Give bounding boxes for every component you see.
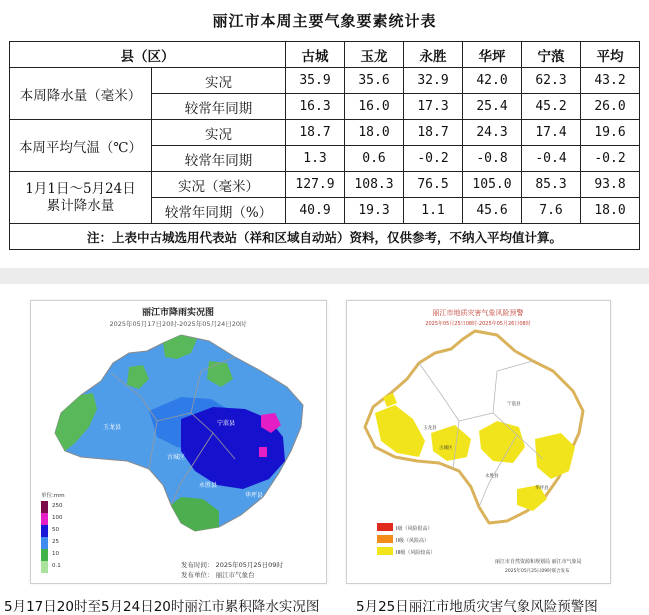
table-cell: 85.3 bbox=[522, 172, 581, 198]
section-divider bbox=[0, 268, 649, 284]
place-label: 宁蒗县 bbox=[507, 402, 521, 407]
category-label: 本周降水量（毫米） bbox=[10, 68, 152, 120]
legend-label: 0.1 bbox=[52, 563, 61, 569]
legend-swatch bbox=[377, 535, 393, 543]
table-cell: 1.3 bbox=[286, 146, 345, 172]
table-cell: 32.9 bbox=[404, 68, 463, 94]
column-header: 玉龙 bbox=[345, 42, 404, 68]
legend-label: III级（风险较高） bbox=[396, 550, 436, 556]
legend-label: 10 bbox=[52, 551, 59, 557]
table-cell: 1.1 bbox=[404, 198, 463, 224]
rain-map bbox=[31, 301, 326, 583]
row-label: 实况 bbox=[152, 68, 286, 94]
table-cell: -0.4 bbox=[522, 146, 581, 172]
legend-swatch bbox=[41, 525, 48, 537]
place-label: 永胜县 bbox=[485, 474, 499, 479]
legend-label: 250 bbox=[52, 503, 63, 509]
category-label-line: 1月1日～5月24日 bbox=[25, 180, 136, 197]
table-cell: 17.4 bbox=[522, 120, 581, 146]
geo-risk-map bbox=[347, 301, 610, 583]
row-label: 较常年同期（%） bbox=[152, 198, 286, 224]
table-cell: 17.3 bbox=[404, 94, 463, 120]
table-cell: 18.0 bbox=[345, 120, 404, 146]
column-header: 宁蒗 bbox=[522, 42, 581, 68]
release-unit: 发布单位： 丽江市气象台 bbox=[181, 571, 255, 579]
table-cell: 7.6 bbox=[522, 198, 581, 224]
table-row bbox=[10, 120, 640, 146]
release-time: 发布时间： 2025年05月25日09时 bbox=[181, 561, 283, 569]
place-label: 宁蒗县 bbox=[217, 420, 236, 427]
table-cell: 45.2 bbox=[522, 94, 581, 120]
table-row bbox=[10, 68, 640, 94]
table-cell: 26.0 bbox=[581, 94, 640, 120]
rain-region-extreme bbox=[259, 447, 267, 457]
table-cell: 40.9 bbox=[286, 198, 345, 224]
table-cell: 25.4 bbox=[463, 94, 522, 120]
geo-map-subtitle: 2025年05月25日08时-2025年05月26日08时 bbox=[425, 321, 531, 327]
table-cell: 43.2 bbox=[581, 68, 640, 94]
legend-label: 100 bbox=[52, 515, 63, 521]
table-cell: 18.0 bbox=[581, 198, 640, 224]
category-label-line: 累计降水量 bbox=[46, 197, 115, 214]
weather-stats-table bbox=[9, 41, 640, 250]
legend-swatch bbox=[41, 501, 48, 513]
column-header: 平均 bbox=[581, 42, 640, 68]
table-cell: -0.8 bbox=[463, 146, 522, 172]
column-header: 永胜 bbox=[404, 42, 463, 68]
table-cell: 18.7 bbox=[286, 120, 345, 146]
table-header-row bbox=[10, 42, 640, 68]
geo-map-footer: 2025年05月25日09时联合发布 bbox=[505, 569, 570, 574]
row-label: 实况 bbox=[152, 120, 286, 146]
legend-swatch bbox=[41, 561, 48, 573]
geo-map-caption: 5月25日丽江市地质灾害气象风险预警图 bbox=[356, 599, 598, 615]
row-label: 实况（毫米） bbox=[152, 172, 286, 198]
table-cell: 62.3 bbox=[522, 68, 581, 94]
place-label: 玉龙县 bbox=[423, 426, 437, 431]
table-cell: 35.9 bbox=[286, 68, 345, 94]
legend-swatch bbox=[41, 537, 48, 549]
column-header: 华坪 bbox=[463, 42, 522, 68]
place-label: 华坪县 bbox=[535, 486, 549, 491]
table-cell: 16.3 bbox=[286, 94, 345, 120]
county-header: 县（区） bbox=[10, 42, 286, 68]
table-note: 注：上表中古城选用代表站（祥和区域自动站）资料，仅供参考，不纳入平均值计算。 bbox=[10, 224, 640, 250]
column-header: 古城 bbox=[286, 42, 345, 68]
legend-label: 50 bbox=[52, 527, 59, 533]
legend-title: 单位:mm bbox=[41, 493, 65, 499]
table-cell: 93.8 bbox=[581, 172, 640, 198]
table-cell: 42.0 bbox=[463, 68, 522, 94]
table-cell: 76.5 bbox=[404, 172, 463, 198]
geo-map-title: 丽江市地质灾害气象风险预警 bbox=[432, 309, 524, 317]
place-label: 古城区 bbox=[167, 454, 186, 461]
rain-map-card bbox=[30, 300, 327, 584]
legend-swatch bbox=[377, 523, 393, 531]
table-cell: 35.6 bbox=[345, 68, 404, 94]
table-cell: 19.3 bbox=[345, 198, 404, 224]
table-cell: 45.6 bbox=[463, 198, 522, 224]
legend-label: II级（风险高） bbox=[396, 538, 429, 544]
table-note-row bbox=[10, 224, 640, 250]
legend-swatch bbox=[41, 549, 48, 561]
legend-swatch bbox=[41, 513, 48, 525]
table-cell: 127.9 bbox=[286, 172, 345, 198]
legend-swatch bbox=[377, 547, 393, 555]
row-label: 较常年同期 bbox=[152, 146, 286, 172]
row-label: 较常年同期 bbox=[152, 94, 286, 120]
table-row bbox=[10, 172, 640, 198]
rain-map-caption: 5月17日20时至5月24日20时丽江市累积降水实况图 bbox=[4, 599, 320, 615]
table-cell: -0.2 bbox=[404, 146, 463, 172]
table-cell: 19.6 bbox=[581, 120, 640, 146]
legend-label: 25 bbox=[52, 539, 59, 545]
geo-risk-map-card bbox=[346, 300, 611, 584]
table-title: 丽江市本周主要气象要素统计表 bbox=[212, 12, 437, 30]
rain-map-subtitle: 2025年05月17日20时-2025年05月24日20时 bbox=[109, 320, 247, 328]
geo-map-footer: 丽江市自然资源和规划局 丽江市气象局 bbox=[495, 559, 582, 565]
table-cell: 0.6 bbox=[345, 146, 404, 172]
place-label: 永胜县 bbox=[199, 482, 218, 489]
table-cell: 18.7 bbox=[404, 120, 463, 146]
place-label: 玉龙县 bbox=[103, 424, 122, 431]
category-label bbox=[10, 172, 152, 224]
rain-map-title: 丽江市降雨实况图 bbox=[141, 308, 215, 318]
risk-legend bbox=[377, 523, 435, 556]
category-label: 本周平均气温（℃） bbox=[10, 120, 152, 172]
table-cell: -0.2 bbox=[581, 146, 640, 172]
legend-label: I级（风险很高） bbox=[396, 526, 433, 532]
rain-legend bbox=[41, 501, 63, 573]
table-cell: 105.0 bbox=[463, 172, 522, 198]
table-cell: 24.3 bbox=[463, 120, 522, 146]
place-label: 古城区 bbox=[439, 446, 453, 451]
table-cell: 108.3 bbox=[345, 172, 404, 198]
place-label: 华坪县 bbox=[245, 492, 264, 499]
table-cell: 16.0 bbox=[345, 94, 404, 120]
